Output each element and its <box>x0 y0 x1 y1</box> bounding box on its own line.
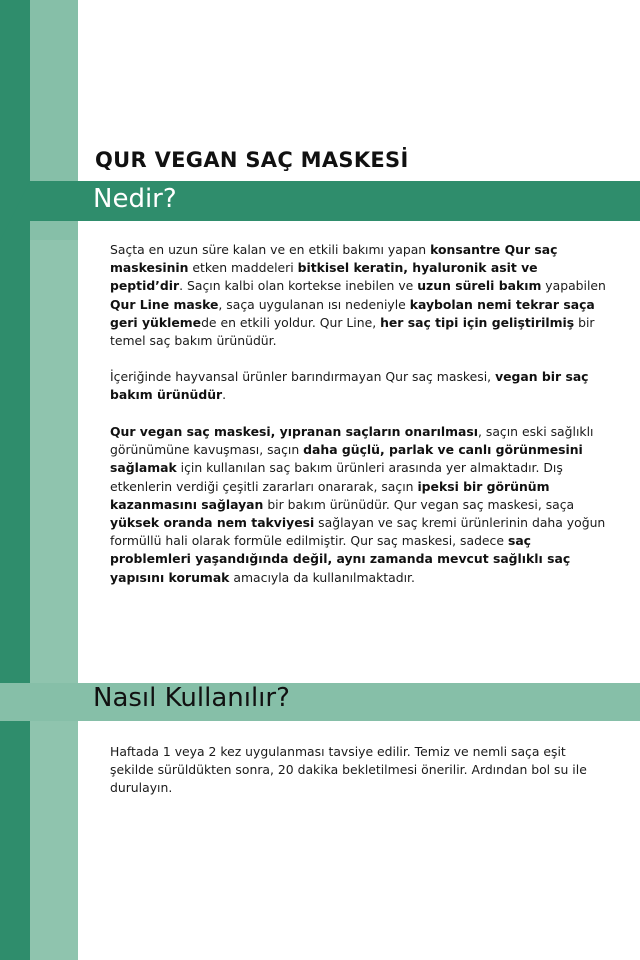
text-run: . <box>222 387 227 403</box>
text-run-bold: daha güçlü, parlak ve canlı görünmesini sağlamak <box>110 442 583 476</box>
text-run: amacıyla da kullanılmaktadır. <box>229 569 415 585</box>
text-run-bold: ipeksi bir görünüm kazanmasını sağlayan <box>110 478 550 512</box>
text-run: , saça uygulanan ısı nedeniyle <box>218 296 410 312</box>
text-run: Saçta en uzun süre kalan ve en etkili bakımı yapan <box>110 242 431 257</box>
nedir-paragraph-3 <box>110 423 612 587</box>
text-run: sağlayan ve saç kremi ürünlerinin daha yoğun formüllü hali olarak formüle edilmiştir. Qur saç maskesi, sadece <box>110 515 606 549</box>
text-run: İçeriğinde hayvansal ürünler barındırmayan Qur saç maskesi, <box>110 369 496 384</box>
page-title: QUR VEGAN SAÇ MASKESİ <box>95 148 409 172</box>
left-dark-stripe <box>0 0 30 960</box>
text-run-bold: kaybolan nemi tekrar saça geri yükleme <box>110 296 595 330</box>
text-run-bold: Qur vegan saç maskesi, yıpranan saçların onarılması <box>110 424 478 439</box>
text-run-bold: yüksek oranda nem takviyesi <box>110 515 315 531</box>
text-run-bold: uzun süreli bakım <box>417 278 542 294</box>
text-run-bold: konsantre Qur saç maskesinin <box>110 242 558 276</box>
nedir-paragraph-2 <box>110 368 612 404</box>
nedir-heading: Nedir? <box>93 184 177 214</box>
text-run: bir bakım ürünüdür. Qur vegan saç maskesi, saça <box>263 496 575 512</box>
text-run: , saçın eski sağlıklı görünümüne kavuşması, saçın <box>110 424 594 458</box>
text-run-bold: Qur Line maske <box>110 296 219 312</box>
text-run-bold: her saç tipi için geliştirilmiş <box>380 314 575 330</box>
text-run: bir temel saç bakım ürünüdür. <box>110 314 595 349</box>
nedir-band-notch <box>0 181 30 241</box>
left-light-stripe-lower <box>30 240 78 960</box>
text-run: . Saçın kalbi olan kortekse inebilen ve <box>179 278 418 294</box>
text-run: için kullanılan saç bakım ürünleri arasında yer almaktadır. Dış etkenlerin verdiği çeşitli zararları onararak, saçın <box>110 460 563 494</box>
text-run-bold: vegan bir saç bakım ürünüdür <box>110 369 589 403</box>
nasil-paragraph-1 <box>110 743 612 798</box>
text-run: de en etkili yoldur. Qur Line, <box>201 314 381 330</box>
text-run: yapabilen <box>541 278 606 294</box>
nedir-paragraph-1 <box>110 241 612 350</box>
text-run-bold: bitkisel keratin, hyaluronik asit ve peptid’dir <box>110 260 538 294</box>
text-run-bold: saç problemleri yaşandığında değil, aynı zamanda mevcut sağlıklı saç yapısını korumak <box>110 533 571 585</box>
text-run: Haftada 1 veya 2 kez uygulanması tavsiye edilir. Temiz ve nemli saça eşit şekilde sürüldükten sonra, 20 dakika bekletilmesi önerilir. Ardından bol su ile durulayın. <box>110 744 587 796</box>
text-run: etken maddeleri <box>188 260 298 276</box>
nasil-heading: Nasıl Kullanılır? <box>93 683 290 713</box>
